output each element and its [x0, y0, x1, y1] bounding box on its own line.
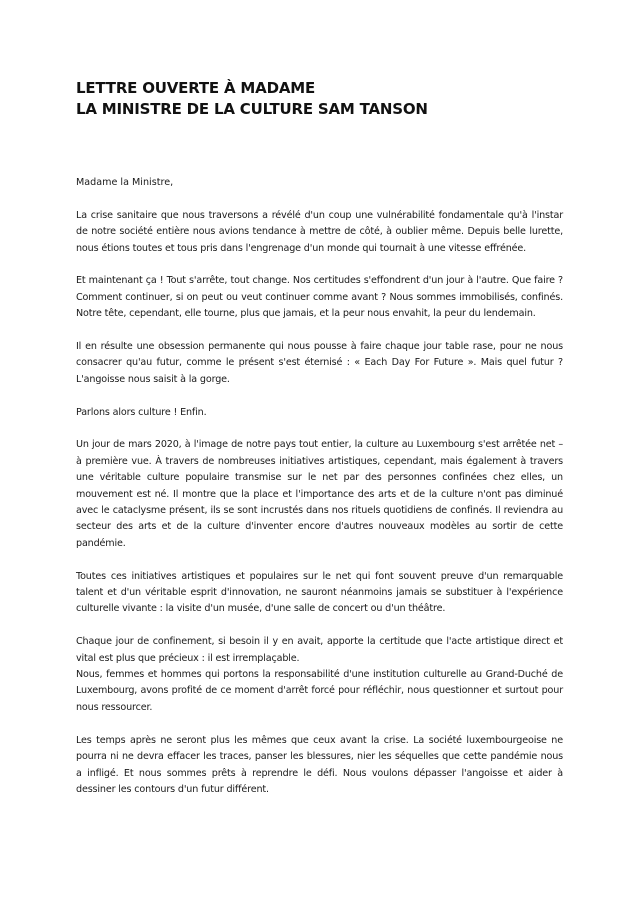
paragraph-everything-stops: Et maintenant ça ! Tout s'arrête, tout change. Nos certitudes s'effondrent d'un jour à l'autre. Que faire ? Comment continuer, si on peut ou veut continuer comme avant ? Nous sommes immobilisés, confinés. Notre tête, cependant, elle tourne, plus que jamais, et la peur nous envahit, la peur du lendemain. [76, 275, 563, 320]
paragraph-march-2020: Un jour de mars 2020, à l'image de notre pays tout entier, la culture au Luxembourg s'est arrêtée net – à première vue. À travers de nombreuses initiatives artistiques, cependant, mais également à travers une véritable culture populaire transmise sur le net par des personnes confinées chez elles, un mouvement est né. Il montre que la place et l'importance des arts et de la culture n'ont pas diminué avec le cataclysme présent, ils se sont incrustés dans nos rituels quotidiens de confinés. Il reviendra au secteur des arts et de la culture d'inventer encore d'autres nouveaux modèles au sortir de cette pandémie. [76, 439, 563, 549]
paragraph-future: Les temps après ne seront plus les mêmes que ceux avant la crise. La société luxembourgeoise ne pourra ni ne devra effacer les traces, panser les blessures, nier les séquelles que cette pandémie nous a infligé. Et nous sommes prêts à reprendre le défi. Nous voulons dépasser l'angoisse et aider à dessiner les contours d'un futur différent. [76, 734, 563, 795]
salutation: Madame la Ministre, [76, 177, 174, 188]
paragraph-institutions: Nous, femmes et hommes qui portons la responsabilité d'une institution culturelle au Grand-Duché de Luxembourg, avons profité de ce moment d'arrêt forcé pour réfléchir, nous questionner et surtout pour nous ressourcer. [76, 669, 563, 713]
paragraph-initiatives: Toutes ces initiatives artistiques et populaires sur le net qui font souvent preuve d'un remarquable talent et d'un véritable esprit d'innovation, ne sauront néanmoins jamais se substituer à l'expérience culturelle vivante : la visite d'un musée, d'une salle de concert ou d'un théâtre. [76, 570, 563, 615]
paragraph-crisis: La crise sanitaire que nous traversons a révélé d'un coup une vulnérabilité fondamentale qu'à l'instar de notre société entière nous avions tendance à mettre de côté, à oublier même. Depuis belle lurette, nous étions toutes et tous pris dans l'engrenage d'un monde qui tournait à une vitesse effrénée. [76, 209, 563, 254]
paragraph-culture: Parlons alors culture ! Enfin. [76, 406, 207, 418]
paragraph-obsession: Il en résulte une obsession permanente qui nous pousse à faire chaque jour table rase, pour ne nous consacrer qu'au futur, comme le présent s'est éternisé : « Each Day For Future ». Mais quel futur ? L'angoisse nous saisit à la gorge. [76, 341, 563, 385]
paragraph-confinement: Chaque jour de confinement, si besoin il y en avait, apporte la certitude que l'acte artistique direct et vital est plus que précieux : il est irremplaçable. [76, 636, 563, 664]
letter-title [76, 78, 563, 120]
letter-page [76, 78, 563, 798]
title-line-1: LETTRE OUVERTE À MADAME [76, 79, 315, 97]
title-line-2: LA MINISTRE DE LA CULTURE SAM TANSON [76, 100, 428, 118]
